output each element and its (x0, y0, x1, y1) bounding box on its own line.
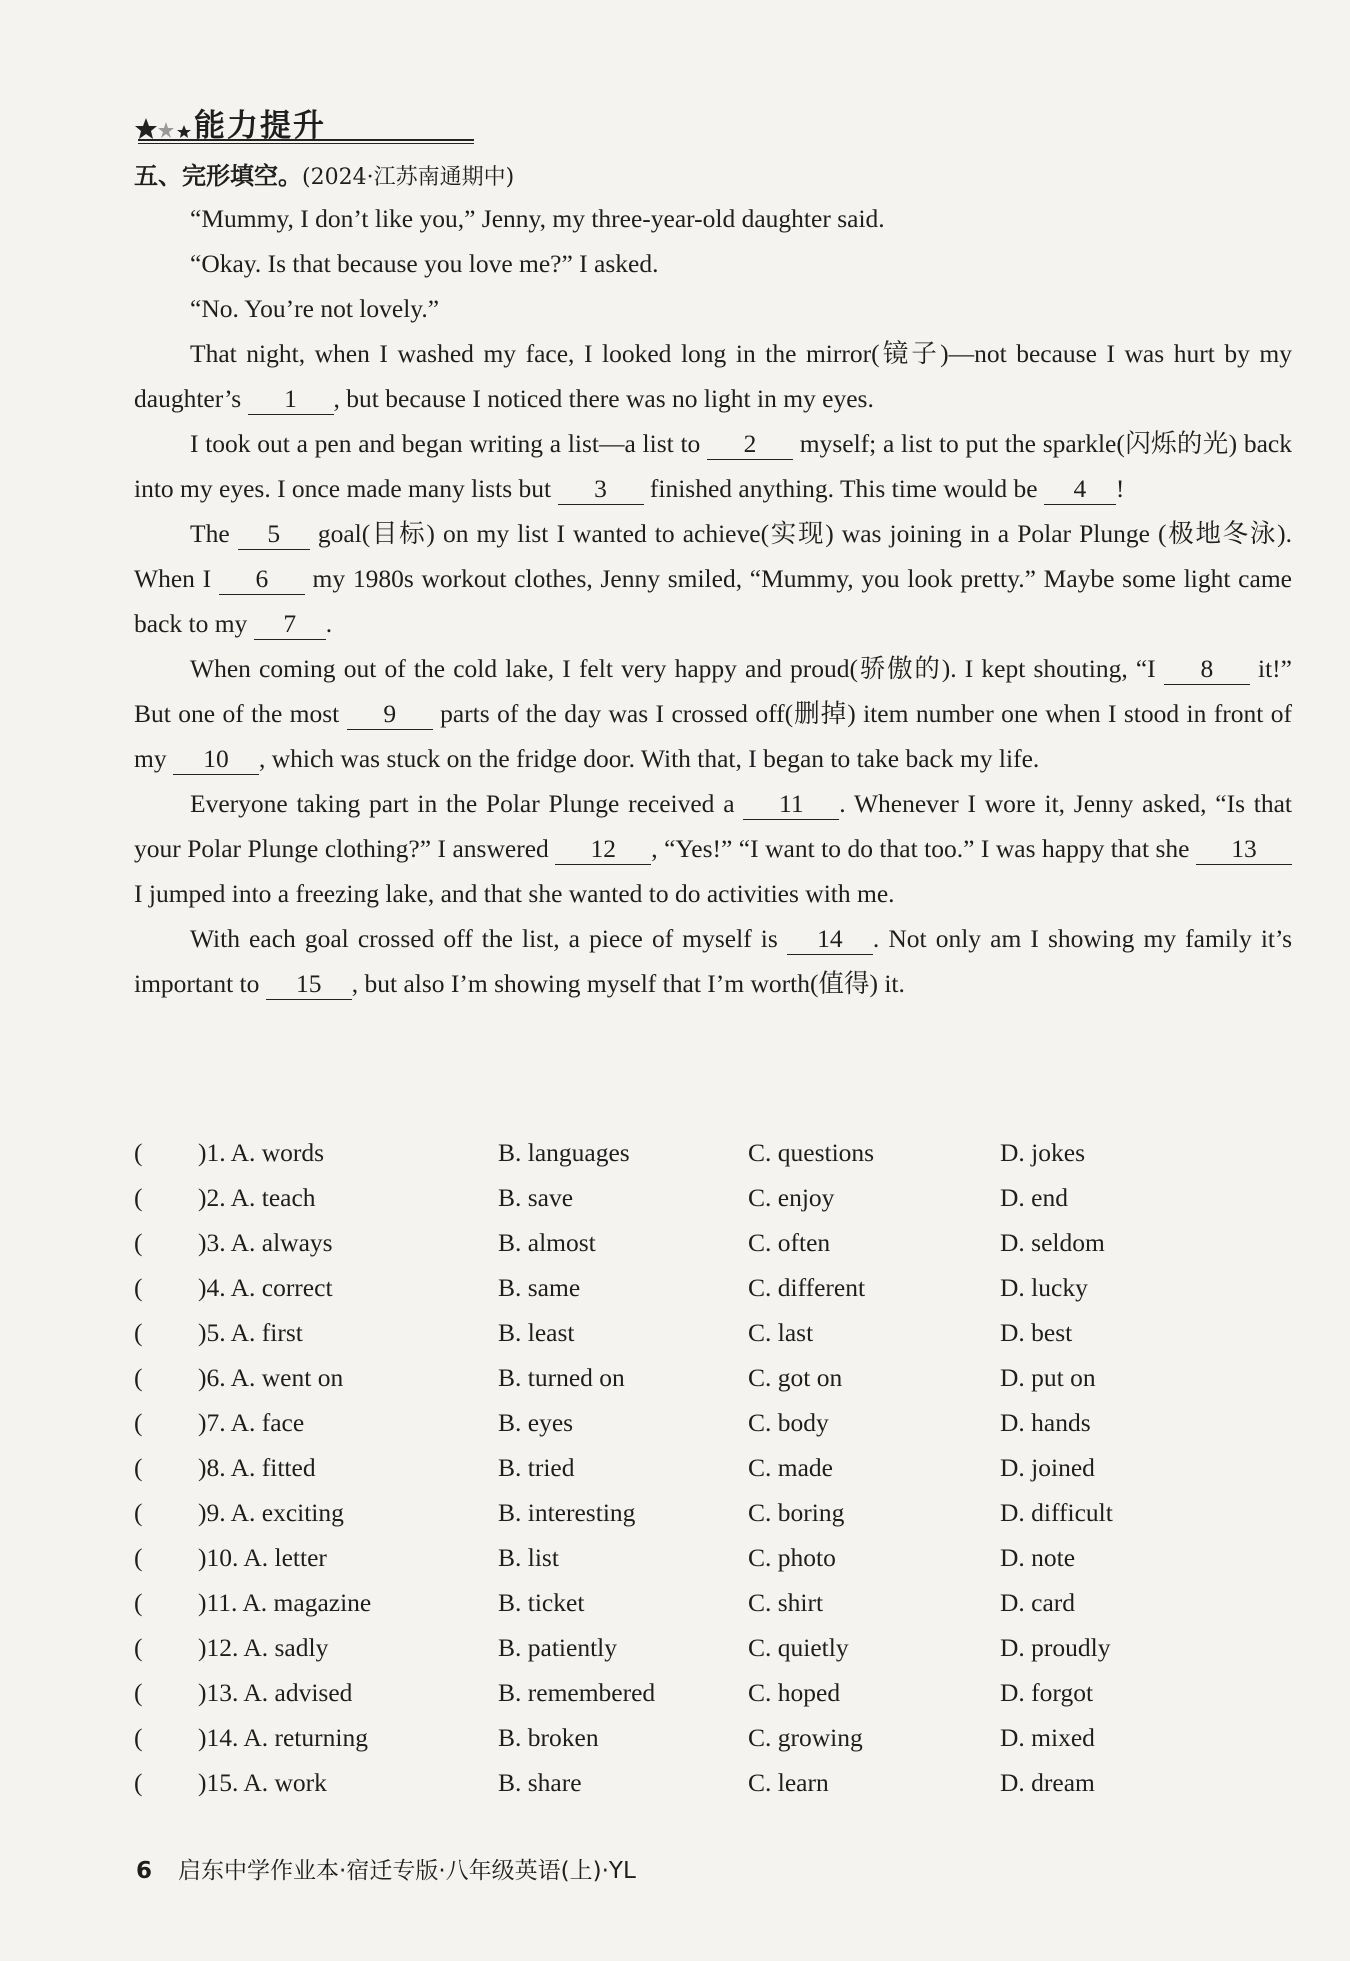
question-row (134, 1318, 1304, 1363)
option-a: )15. A. work (198, 1768, 327, 1797)
paragraph-2: “Okay. Is that because you love me?” I asked. (190, 249, 659, 278)
option-a: )7. A. face (198, 1408, 305, 1437)
paragraph-3: “No. You’re not lovely.” (190, 294, 440, 323)
question-row (134, 1498, 1304, 1543)
answer-paren[interactable]: ( (134, 1723, 143, 1752)
option-c: C. enjoy (748, 1183, 835, 1212)
option-a: )1. A. words (198, 1138, 325, 1167)
option-b: B. share (498, 1768, 582, 1797)
option-a: )8. A. fitted (198, 1453, 316, 1482)
paragraph-8: Everyone taking part in the Polar Plunge received a 11 . Whenever I wore it, Jenny asked, “Is that your Polar Plunge clothing?” I answered 12 , “Yes!” “I want to do that too.” I was happy that she 13 I jumped into a freezing lake, and that she wanted to do activities with me. (134, 789, 1293, 908)
footer-title: 启东中学作业本·宿迁专版·八年级英语(上)·YL (178, 1858, 636, 1884)
option-b: B. languages (498, 1138, 630, 1167)
option-c: C. quietly (748, 1633, 849, 1662)
option-b: B. least (498, 1318, 575, 1347)
blank-10[interactable]: 10 (173, 744, 259, 775)
question-row (134, 1273, 1304, 1318)
option-c: C. boring (748, 1498, 845, 1527)
blank-1[interactable]: 1 (248, 384, 334, 415)
option-b: B. list (498, 1543, 559, 1572)
option-d: D. joined (1000, 1453, 1095, 1482)
answer-paren[interactable]: ( (134, 1408, 143, 1437)
answer-paren[interactable]: ( (134, 1633, 143, 1662)
answer-paren[interactable]: ( (134, 1678, 143, 1707)
blank-7[interactable]: 7 (254, 609, 326, 640)
question-row (134, 1633, 1304, 1678)
question-row (134, 1543, 1304, 1588)
option-d: D. put on (1000, 1363, 1096, 1392)
blank-3[interactable]: 3 (558, 474, 644, 505)
option-a: )11. A. magazine (198, 1588, 372, 1617)
blank-11[interactable]: 11 (743, 789, 839, 820)
option-c: C. shirt (748, 1588, 824, 1617)
option-c: C. photo (748, 1543, 836, 1572)
section-title: 能力提升 (194, 108, 326, 144)
option-b: B. remembered (498, 1678, 656, 1707)
option-d: D. end (1000, 1183, 1068, 1212)
option-d: D. note (1000, 1543, 1076, 1572)
answer-paren[interactable]: ( (134, 1768, 143, 1797)
option-b: B. almost (498, 1228, 596, 1257)
blank-15[interactable]: 15 (266, 969, 352, 1000)
answer-paren[interactable]: ( (134, 1498, 143, 1527)
paragraph-6: The 5 goal(目标) on my list I wanted to achieve(实现) was joining in a Polar Plunge (极地冬泳). When I 6 my 1980s workout clothes, Jenny smiled, “Mummy, you look pretty.” Maybe some light came back to my 7 . (134, 519, 1292, 638)
page-number: 6 (136, 1858, 153, 1884)
answer-paren[interactable]: ( (134, 1363, 143, 1392)
option-b: B. save (498, 1183, 574, 1212)
option-a: )6. A. went on (198, 1363, 344, 1392)
option-b: B. ticket (498, 1588, 585, 1617)
option-c: C. different (748, 1273, 866, 1302)
option-d: D. best (1000, 1318, 1073, 1347)
question-row (134, 1678, 1304, 1723)
option-a: )9. A. exciting (198, 1498, 344, 1527)
answer-paren[interactable]: ( (134, 1543, 143, 1572)
option-a: )13. A. advised (198, 1678, 353, 1707)
option-d: D. lucky (1000, 1273, 1088, 1302)
option-c: C. hoped (748, 1678, 841, 1707)
option-b: B. interesting (498, 1498, 636, 1527)
blank-4[interactable]: 4 (1044, 474, 1116, 505)
question-row (134, 1723, 1304, 1768)
paragraph-1: “Mummy, I don’t like you,” Jenny, my three-year-old daughter said. (190, 204, 885, 233)
blank-6[interactable]: 6 (219, 564, 305, 595)
paragraph-9: With each goal crossed off the list, a piece of myself is 14 . Not only am I showing my family it’s important to 15 , but also I’m showing myself that I’m worth(值得) it. (134, 924, 1292, 998)
answer-paren[interactable]: ( (134, 1318, 143, 1347)
answer-paren[interactable]: ( (134, 1273, 143, 1302)
blank-13[interactable]: 13 (1196, 834, 1292, 865)
question-row (134, 1588, 1304, 1633)
option-d: D. hands (1000, 1408, 1091, 1437)
option-c: C. last (748, 1318, 814, 1347)
page-footer (136, 1852, 636, 1885)
option-c: C. got on (748, 1363, 843, 1392)
blank-5[interactable]: 5 (238, 519, 310, 550)
question-row (134, 1183, 1304, 1228)
paragraph-5: I took out a pen and began writing a list—a list to 2 myself; a list to put the sparkle(闪烁的光) back into my eyes. I once made many lists but 3 finished anything. This time would be 4 ! (134, 429, 1292, 503)
option-c: C. questions (748, 1138, 875, 1167)
cloze-passage (134, 196, 1292, 1006)
question-row (134, 1408, 1304, 1453)
option-a: )4. A. correct (198, 1273, 333, 1302)
option-a: )3. A. always (198, 1228, 333, 1257)
option-c: C. made (748, 1453, 833, 1482)
instruction-source: (2024·江苏南通期中) (302, 165, 515, 190)
question-row (134, 1138, 1304, 1183)
option-b: B. eyes (498, 1408, 574, 1437)
option-a: )14. A. returning (198, 1723, 368, 1752)
option-d: D. difficult (1000, 1498, 1113, 1527)
option-d: D. proudly (1000, 1633, 1111, 1662)
blank-8[interactable]: 8 (1164, 654, 1250, 685)
option-d: D. seldom (1000, 1228, 1105, 1257)
question-row (134, 1228, 1304, 1273)
option-d: D. dream (1000, 1768, 1095, 1797)
option-d: D. card (1000, 1588, 1076, 1617)
option-a: )5. A. first (198, 1318, 303, 1347)
question-row (134, 1453, 1304, 1498)
paragraph-4: That night, when I washed my face, I looked long in the mirror(镜子)—not because I was hurt by my daughter’s 1 , but because I noticed there was no light in my eyes. (134, 339, 1292, 413)
answer-paren[interactable]: ( (134, 1453, 143, 1482)
question-row (134, 1768, 1304, 1813)
option-b: B. turned on (498, 1363, 625, 1392)
question-options (134, 1138, 1304, 1813)
blank-12[interactable]: 12 (555, 834, 651, 865)
title-underline (138, 139, 474, 144)
paragraph-7: When coming out of the cold lake, I felt very happy and proud(骄傲的). I kept shouting, “I 8 it!” But one of the most 9 parts of the day was I crossed off(删掉) item number one when I stood in front of my 10 , which was stuck on the fridge door. With that, I began to take back my life. (134, 654, 1292, 773)
option-d: D. jokes (1000, 1138, 1085, 1167)
option-b: B. broken (498, 1723, 599, 1752)
option-c: C. often (748, 1228, 831, 1257)
option-b: B. patiently (498, 1633, 617, 1662)
instruction-line (134, 156, 514, 191)
answer-paren[interactable]: ( (134, 1138, 143, 1167)
option-a: )2. A. teach (198, 1183, 316, 1212)
instruction-lead: 五、完形填空。 (134, 162, 302, 190)
option-c: C. learn (748, 1768, 829, 1797)
option-a: )10. A. letter (198, 1543, 327, 1572)
option-a: )12. A. sadly (198, 1633, 329, 1662)
answer-paren[interactable]: ( (134, 1228, 143, 1257)
answer-paren[interactable]: ( (134, 1183, 143, 1212)
answer-paren[interactable]: ( (134, 1588, 143, 1617)
option-c: C. body (748, 1408, 829, 1437)
option-b: B. tried (498, 1453, 575, 1482)
blank-2[interactable]: 2 (707, 429, 793, 460)
question-row (134, 1363, 1304, 1408)
option-d: D. forgot (1000, 1678, 1094, 1707)
option-b: B. same (498, 1273, 581, 1302)
blank-9[interactable]: 9 (347, 699, 433, 730)
option-c: C. growing (748, 1723, 863, 1752)
option-d: D. mixed (1000, 1723, 1095, 1752)
blank-14[interactable]: 14 (787, 924, 873, 955)
